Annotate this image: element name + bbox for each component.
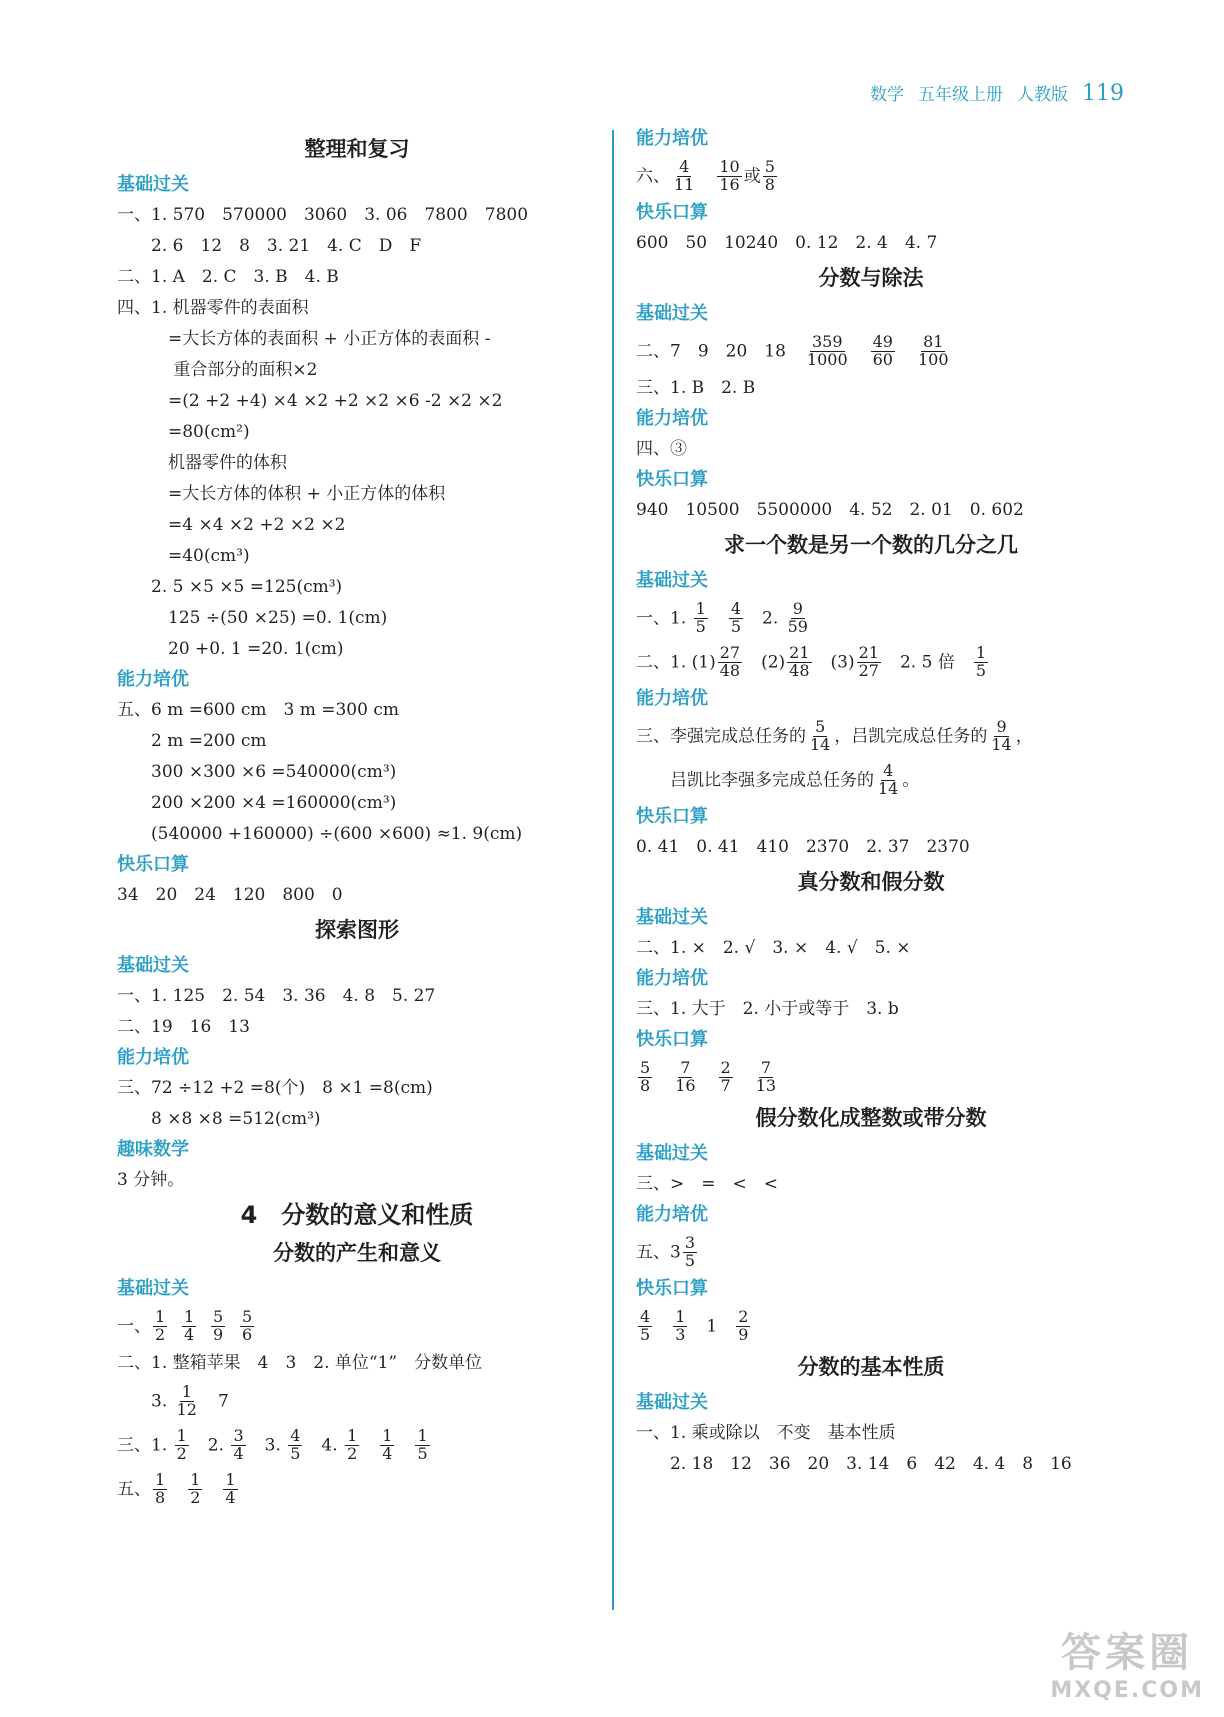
answer-line: 机器零件的体积	[117, 453, 287, 473]
fraction	[974, 645, 988, 680]
column-divider	[612, 130, 614, 1610]
answer-text	[654, 1068, 671, 1088]
numerator: 9	[996, 717, 1007, 737]
answer-line: 重合部分的面积×2	[117, 360, 318, 380]
fraction	[989, 719, 1013, 754]
answer-line	[636, 329, 1106, 373]
numerator: 3	[233, 1426, 244, 1446]
answer-line	[117, 1304, 597, 1348]
answer-line: =40(cm³)	[117, 546, 250, 566]
answer-line: 2. 18 12 36 20 3. 14 6 42 4. 4 8 16	[636, 1454, 1072, 1474]
section-title: 分数的基本性质	[797, 1355, 945, 1379]
denominator: 13	[755, 1076, 777, 1095]
denominator: 14	[878, 779, 899, 798]
fraction	[175, 1384, 199, 1419]
answer-line	[117, 1423, 597, 1467]
answer-line: 二、1. A 2. C 3. B 4. B	[117, 267, 339, 287]
answer-line: 34 20 24 120 800 0	[117, 885, 343, 905]
denominator: 27	[858, 661, 879, 680]
section-title: 分数与除法	[818, 266, 924, 290]
fraction	[876, 763, 900, 798]
denominator: 48	[789, 661, 810, 680]
numerator: 21	[858, 643, 879, 663]
fraction	[211, 1309, 225, 1344]
fraction	[857, 645, 881, 680]
answer-line: 一、1. 乘或除以 不变 基本性质	[636, 1423, 896, 1443]
numerator: 5	[640, 1058, 651, 1078]
fraction	[673, 1060, 697, 1095]
answer-line	[636, 1230, 1106, 1274]
fraction	[718, 645, 742, 680]
answer-text: 六、	[636, 166, 670, 187]
subsection-label: 能力培优	[117, 1047, 189, 1068]
section-title: 假分数化成整数或带分数	[755, 1106, 987, 1130]
fraction	[717, 159, 741, 194]
answer-text: 五、3	[636, 1242, 681, 1263]
denominator: 11	[674, 175, 695, 194]
subsection-label: 快乐口算	[636, 469, 708, 490]
answer-text	[654, 1317, 671, 1337]
subsection-label: 能力培优	[117, 669, 189, 690]
numerator: 5	[764, 157, 775, 177]
answer-text: ，	[1015, 726, 1033, 747]
answer-line: 一、1. 125 2. 54 3. 36 4. 8 5. 27	[117, 986, 436, 1006]
subsection-label: 基础过关	[636, 1392, 708, 1413]
numerator: 1	[695, 599, 706, 619]
answer-line: =(2 +2 +4) ×4 ×2 +2 ×2 ×6 -2 ×2 ×2	[117, 391, 503, 411]
numerator: 5	[815, 717, 826, 737]
header-edition: 人教版	[1017, 85, 1068, 105]
numerator: 27	[719, 643, 741, 663]
answer-text: 一、1.	[636, 608, 692, 629]
denominator: 4	[225, 1488, 236, 1507]
subsection-label: 基础过关	[117, 1278, 189, 1299]
numerator: 2	[720, 1058, 731, 1078]
fraction	[345, 1428, 359, 1463]
answer-line: 五、6 m =600 cm 3 m =300 cm	[117, 700, 399, 720]
denominator: 59	[787, 617, 808, 636]
answer-text: 三、1.	[117, 1435, 173, 1456]
denominator: 4	[184, 1325, 195, 1344]
answer-text: 。	[902, 770, 920, 791]
answer-text: 二、1. (1)	[636, 652, 716, 673]
fraction	[787, 645, 811, 680]
denominator: 5	[730, 617, 741, 636]
answer-text: ，吕凯完成总任务的	[834, 726, 988, 747]
denominator: 16	[719, 175, 740, 194]
page-header	[870, 80, 1124, 106]
numerator: 2	[738, 1307, 749, 1327]
answer-text	[710, 609, 727, 629]
denominator: 6	[242, 1325, 253, 1344]
fraction	[754, 1060, 778, 1095]
fraction	[153, 1472, 167, 1507]
answer-text	[169, 1480, 186, 1500]
fraction	[288, 1428, 302, 1463]
fraction	[694, 601, 708, 636]
subsection-label: 快乐口算	[636, 1029, 708, 1050]
answer-text	[735, 1068, 752, 1088]
answer-text	[698, 167, 715, 187]
numerator: 1	[190, 1470, 201, 1490]
numerator: 9	[792, 599, 803, 619]
subsection-label: 基础过关	[117, 174, 189, 195]
answer-text: 五、	[117, 1479, 151, 1500]
subsection-label: 快乐口算	[636, 806, 708, 827]
answer-text: 2.	[745, 608, 784, 629]
denominator: 5	[640, 1325, 651, 1344]
fraction	[736, 1309, 750, 1344]
answer-text: 三、李强完成总任务的	[636, 726, 806, 747]
fraction	[763, 159, 777, 194]
section-title: 真分数和假分数	[797, 870, 945, 894]
answer-line: 2 m =200 cm	[117, 731, 267, 751]
answer-line: =80(cm²)	[117, 422, 250, 442]
numerator: 1	[675, 1307, 686, 1327]
answer-line: 一、1. 570 570000 3060 3. 06 7800 7800	[117, 205, 529, 225]
fraction	[380, 1428, 394, 1463]
subsection-label: 能力培优	[636, 968, 708, 989]
denominator: 3	[675, 1325, 686, 1344]
answer-line	[636, 1304, 1106, 1348]
fraction	[240, 1309, 254, 1344]
answer-line: 二、1. × 2. √ 3. × 4. √ 5. ×	[636, 938, 911, 958]
subsection-label: 快乐口算	[117, 854, 189, 875]
denominator: 4	[382, 1444, 393, 1463]
answer-line	[117, 1467, 597, 1511]
denominator: 16	[675, 1076, 696, 1095]
answer-line: 二、19 16 13	[117, 1017, 250, 1037]
denominator: 14	[991, 735, 1012, 754]
numerator: 5	[213, 1307, 224, 1327]
numerator: 1	[382, 1426, 393, 1446]
denominator: 48	[719, 661, 741, 680]
answer-line: 2. 6 12 8 3. 21 4. C D F	[117, 236, 422, 256]
section-title: 求一个数是另一个数的几分之几	[724, 533, 1018, 557]
fraction	[175, 1428, 189, 1463]
answer-text	[198, 1317, 209, 1337]
numerator: 81	[923, 332, 944, 352]
fraction	[415, 1428, 429, 1463]
answer-line: =大长方体的体积 + 小正方体的体积	[117, 484, 446, 504]
answer-text: 二、7 9 20 18	[636, 341, 803, 362]
numerator: 49	[872, 332, 893, 352]
fraction	[808, 719, 832, 754]
answer-line	[636, 154, 1106, 198]
numerator: 1	[176, 1426, 187, 1446]
fraction	[786, 601, 810, 636]
denominator: 9	[213, 1325, 224, 1344]
denominator: 9	[738, 1325, 749, 1344]
numerator: 1	[181, 1382, 192, 1402]
answer-line: 20 +0. 1 =20. 1(cm)	[117, 639, 344, 659]
numerator: 1	[347, 1426, 358, 1446]
numerator: 4	[640, 1307, 651, 1327]
answer-line: 8 ×8 ×8 =512(cm³)	[117, 1109, 321, 1129]
numerator: 7	[680, 1058, 691, 1078]
chapter-title: 4 分数的意义和性质	[240, 1201, 474, 1229]
watermark-logo-text: 答案圈	[1061, 1630, 1194, 1676]
answer-line: 三、1. B 2. B	[636, 378, 756, 398]
fraction	[182, 1309, 196, 1344]
answer-line: 2. 5 ×5 ×5 =125(cm³)	[117, 577, 343, 597]
denominator: 5	[417, 1444, 428, 1463]
answer-line	[636, 714, 1106, 758]
answer-text: 吕凯比李强多完成总任务的	[636, 770, 874, 791]
numerator: 1	[155, 1307, 166, 1327]
numerator: 359	[811, 332, 843, 352]
answer-line: 三、72 ÷12 +2 =8(个) 8 ×1 =8(cm)	[117, 1078, 433, 1098]
fraction	[223, 1472, 237, 1507]
numerator: 1	[184, 1307, 195, 1327]
subsection-label: 基础过关	[636, 1143, 708, 1164]
section-title: 整理和复习	[304, 137, 410, 161]
section-title: 分数的产生和意义	[273, 1241, 441, 1265]
answer-line: (540000 +160000) ÷(600 ×600) ≈1. 9(cm)	[117, 824, 523, 844]
answer-text: 3.	[117, 1391, 173, 1412]
denominator: 5	[975, 661, 987, 680]
answer-line	[636, 758, 1106, 802]
answer-text	[169, 1317, 180, 1337]
answer-text	[897, 342, 914, 362]
numerator: 4	[290, 1426, 301, 1446]
answer-line: 四、1. 机器零件的表面积	[117, 298, 309, 318]
answer-line: 600 50 10240 0. 12 2. 4 4. 7	[636, 233, 938, 253]
denominator: 4	[233, 1444, 244, 1463]
section-title: 探索图形	[315, 918, 399, 942]
denominator: 7	[720, 1076, 731, 1095]
answer-line: 0. 41 0. 41 410 2370 2. 37 2370	[636, 837, 970, 857]
denominator: 2	[347, 1444, 358, 1463]
denominator: 14	[810, 735, 831, 754]
subsection-label: 快乐口算	[636, 202, 708, 223]
subsection-label: 能力培优	[636, 688, 708, 709]
subsection-label: 趣味数学	[117, 1139, 189, 1160]
denominator: 8	[764, 175, 775, 194]
answer-line: 三、1. 大于 2. 小于或等于 3. b	[636, 999, 899, 1019]
answer-line: 3 分钟。	[117, 1170, 185, 1190]
answer-text	[396, 1436, 413, 1456]
header-subject: 数学	[870, 85, 904, 105]
numerator: 10	[719, 157, 740, 177]
numerator: 1	[225, 1470, 236, 1490]
numerator: 3	[684, 1233, 696, 1253]
answer-text	[700, 1068, 717, 1088]
subsection-label: 基础过关	[636, 907, 708, 928]
denominator: 60	[872, 350, 893, 369]
denominator: 1000	[806, 350, 848, 369]
denominator: 100	[917, 350, 949, 369]
right-column	[636, 124, 1106, 1480]
denominator: 2	[190, 1488, 201, 1507]
fraction	[231, 1428, 245, 1463]
numerator: 5	[242, 1307, 253, 1327]
answer-text: (3)	[813, 652, 855, 673]
fraction	[673, 1309, 687, 1344]
numerator: 1	[417, 1426, 428, 1446]
answer-line: =大长方体的表面积 + 小正方体的表面积 -	[117, 329, 491, 349]
answer-text: 2. 5 倍	[882, 652, 972, 673]
header-grade: 五年级上册	[918, 85, 1003, 105]
answer-text: 或	[743, 166, 761, 187]
answer-text: (2)	[744, 652, 786, 673]
numerator: 1	[975, 643, 987, 663]
answer-line	[636, 640, 1106, 684]
numerator: 4	[730, 599, 741, 619]
denominator: 2	[176, 1444, 187, 1463]
fraction	[683, 1235, 697, 1270]
subsection-label: 基础过关	[636, 570, 708, 591]
answer-text	[227, 1317, 238, 1337]
subsection-label: 基础过关	[636, 303, 708, 324]
fraction	[153, 1309, 167, 1344]
watermark	[1050, 1621, 1204, 1703]
subsection-label: 能力培优	[636, 128, 708, 149]
answer-line: 940 10500 5500000 4. 52 2. 01 0. 602	[636, 500, 1024, 520]
subsection-label: 能力培优	[636, 1204, 708, 1225]
subsection-label: 基础过关	[117, 955, 189, 976]
answer-line	[117, 1379, 597, 1423]
numerator: 7	[760, 1058, 771, 1078]
fraction	[188, 1472, 202, 1507]
fraction	[916, 334, 951, 369]
answer-text: 一、	[117, 1316, 151, 1337]
answer-line: 125 ÷(50 ×25) =0. 1(cm)	[117, 608, 388, 628]
fraction	[672, 159, 696, 194]
answer-line: 二、1. 整箱苹果 4 3 2. 单位“1” 分数单位	[117, 1353, 483, 1373]
numerator: 21	[789, 643, 810, 663]
answer-text: 7	[200, 1391, 229, 1412]
answer-text: 1	[689, 1316, 735, 1337]
answer-line	[636, 1055, 1106, 1099]
fraction	[719, 1060, 733, 1095]
left-column	[117, 130, 597, 1511]
denominator: 12	[176, 1400, 197, 1419]
denominator: 8	[155, 1488, 166, 1507]
answer-line: 三、> = < <	[636, 1174, 778, 1194]
subsection-label: 能力培优	[636, 408, 708, 429]
fraction	[871, 334, 895, 369]
answer-text	[852, 342, 869, 362]
denominator: 5	[684, 1251, 696, 1270]
answer-text	[361, 1436, 378, 1456]
subsection-label: 快乐口算	[636, 1278, 708, 1299]
answer-text	[204, 1480, 221, 1500]
page-number: 119	[1082, 81, 1124, 106]
denominator: 8	[640, 1076, 651, 1095]
answer-line: =4 ×4 ×2 +2 ×2 ×2	[117, 515, 346, 535]
watermark-url: MXQE.COM	[1050, 1678, 1204, 1703]
numerator: 4	[883, 761, 894, 781]
denominator: 2	[155, 1325, 166, 1344]
answer-text: 4.	[304, 1435, 344, 1456]
denominator: 5	[290, 1444, 301, 1463]
answer-line: 300 ×300 ×6 =540000(cm³)	[117, 762, 397, 782]
fraction	[729, 601, 743, 636]
answer-line	[636, 596, 1106, 640]
answer-line: 四、③	[636, 439, 687, 459]
fraction	[638, 1060, 652, 1095]
numerator: 4	[679, 157, 690, 177]
fraction	[638, 1309, 652, 1344]
denominator: 5	[695, 617, 706, 636]
fraction	[805, 334, 850, 369]
answer-line: 200 ×200 ×4 =160000(cm³)	[117, 793, 397, 813]
numerator: 1	[155, 1470, 166, 1490]
answer-text: 3.	[247, 1435, 287, 1456]
answer-text: 2.	[190, 1435, 230, 1456]
